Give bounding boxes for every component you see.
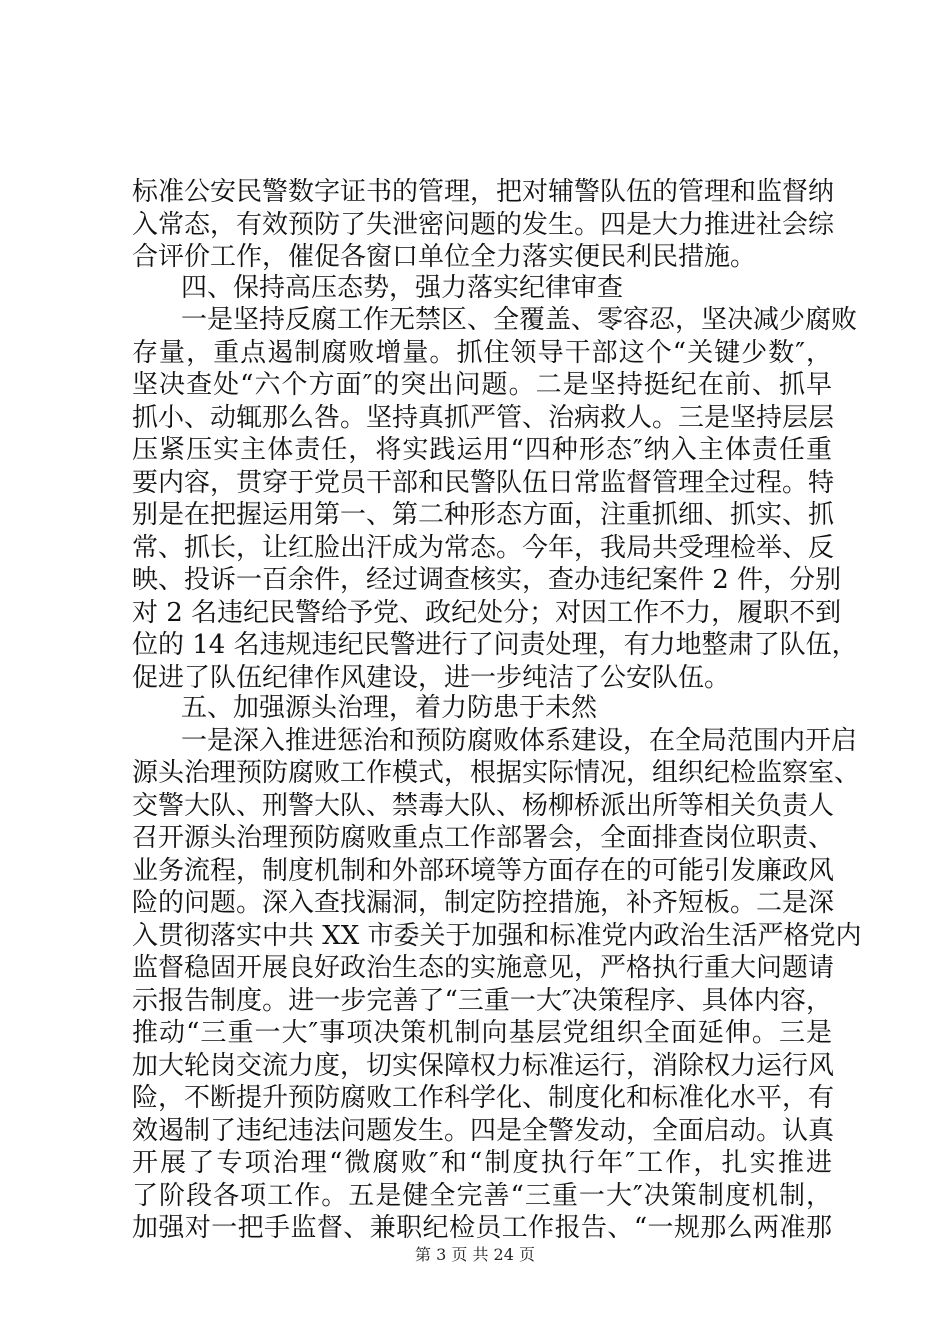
text-line-27: 推动“三重一大″事项决策机制向基层党组织全面延伸。三是	[132, 1018, 832, 1048]
text-line-8: 抓小、动辄那么咎。坚持真抓严管、治病救人。三是坚持层层	[132, 403, 835, 433]
text-line-5: 一是坚持反腐工作无禁区、全覆盖、零容忍，坚决减少腐败	[181, 305, 858, 335]
text-line-12: 常、抓长，让红脸出汗成为常态。今年，我局共受理检举、反	[132, 533, 835, 563]
page-footer	[0, 1244, 950, 1266]
text-line-9: 压紧压实主体责任，将实践运用“四种形态″纳入主体责任重	[132, 435, 832, 465]
text-line-7: 坚决查处“六个方面″的突出问题。二是坚持挺纪在前、抓早	[132, 370, 832, 400]
text-line-21: 召开源头治理预防腐败重点工作部署会，全面排查岗位职责、	[132, 823, 835, 853]
text-line-31: 开展了专项治理“微腐败″和“制度执行年″工作，扎实推进	[132, 1148, 832, 1178]
text-line-24: 入贯彻落实中共 XX 市委关于加强和标准党内政治生活严格党内	[132, 921, 862, 951]
text-line-25: 监督稳固开展良好政治生态的实施意见，严格执行重大问题请	[132, 953, 835, 983]
page-number: 第 3 页 共 24 页	[415, 1245, 535, 1264]
text-line-1: 标准公安民警数字证书的管理，把对辅警队伍的管理和监督纳	[132, 177, 835, 207]
text-line-13: 映、投诉一百余件，经过调查核实，查办违纪案件 2 件，分别	[132, 565, 842, 595]
text-line-10: 要内容，贯穿于党员干部和民警队伍日常监督管理全过程。特	[132, 468, 835, 498]
text-line-6: 存量，重点遏制腐败增量。抓住领导干部这个“关键少数″，	[132, 338, 832, 368]
text-line-20: 交警大队、刑警大队、禁毒大队、杨柳桥派出所等相关负责人	[132, 791, 835, 821]
text-line-30: 效遏制了违纪违法问题发生。四是全警发动，全面启动。认真	[132, 1116, 835, 1146]
text-line-28: 加大轮岗交流力度，切实保障权力标准运行，消除权力运行风	[132, 1051, 835, 1081]
text-line-19: 源头治理预防腐败工作模式，根据实际情况，组织纪检监察室、	[132, 758, 861, 788]
text-line-23: 险的问题。深入查找漏洞，制定防控措施，补齐短板。二是深	[132, 888, 835, 918]
text-line-26: 示报告制度。进一步完善了“三重一大″决策程序、具体内容，	[132, 986, 832, 1016]
section-heading-5: 五、加强源头治理，着力防患于未然	[181, 693, 598, 723]
text-line-15: 位的 14 名违规违纪民警进行了问责处理，有力地整肃了队伍，	[132, 630, 858, 660]
text-line-29: 险，不断提升预防腐败工作科学化、制度化和标准化水平，有	[132, 1083, 835, 1113]
text-line-22: 业务流程，制度机制和外部环境等方面存在的可能引发廉政风	[132, 856, 835, 886]
text-line-16: 促进了队伍纪律作风建设，进一步纯洁了公安队伍。	[132, 663, 731, 693]
section-heading-4: 四、保持高压态势，强力落实纪律审查	[181, 273, 624, 303]
text-line-14: 对 2 名违纪民警给予党、政纪处分；对因工作不力，履职不到	[132, 598, 842, 628]
text-line-3: 合评价工作，催促各窗口单位全力落实便民利民措施。	[132, 242, 757, 272]
text-line-11: 别是在把握运用第一、第二种形态方面，注重抓细、抓实、抓	[132, 500, 835, 530]
text-line-33: 加强对一把手监督、兼职纪检员工作报告、“一规那么两准那	[132, 1213, 832, 1243]
text-line-2: 入常态，有效预防了失泄密问题的发生。四是大力推进社会综	[132, 210, 835, 240]
text-line-18: 一是深入推进惩治和预防腐败体系建设，在全局范围内开启	[181, 726, 858, 756]
text-line-32: 了阶段各项工作。五是健全完善“三重一大″决策制度机制，	[132, 1181, 832, 1211]
